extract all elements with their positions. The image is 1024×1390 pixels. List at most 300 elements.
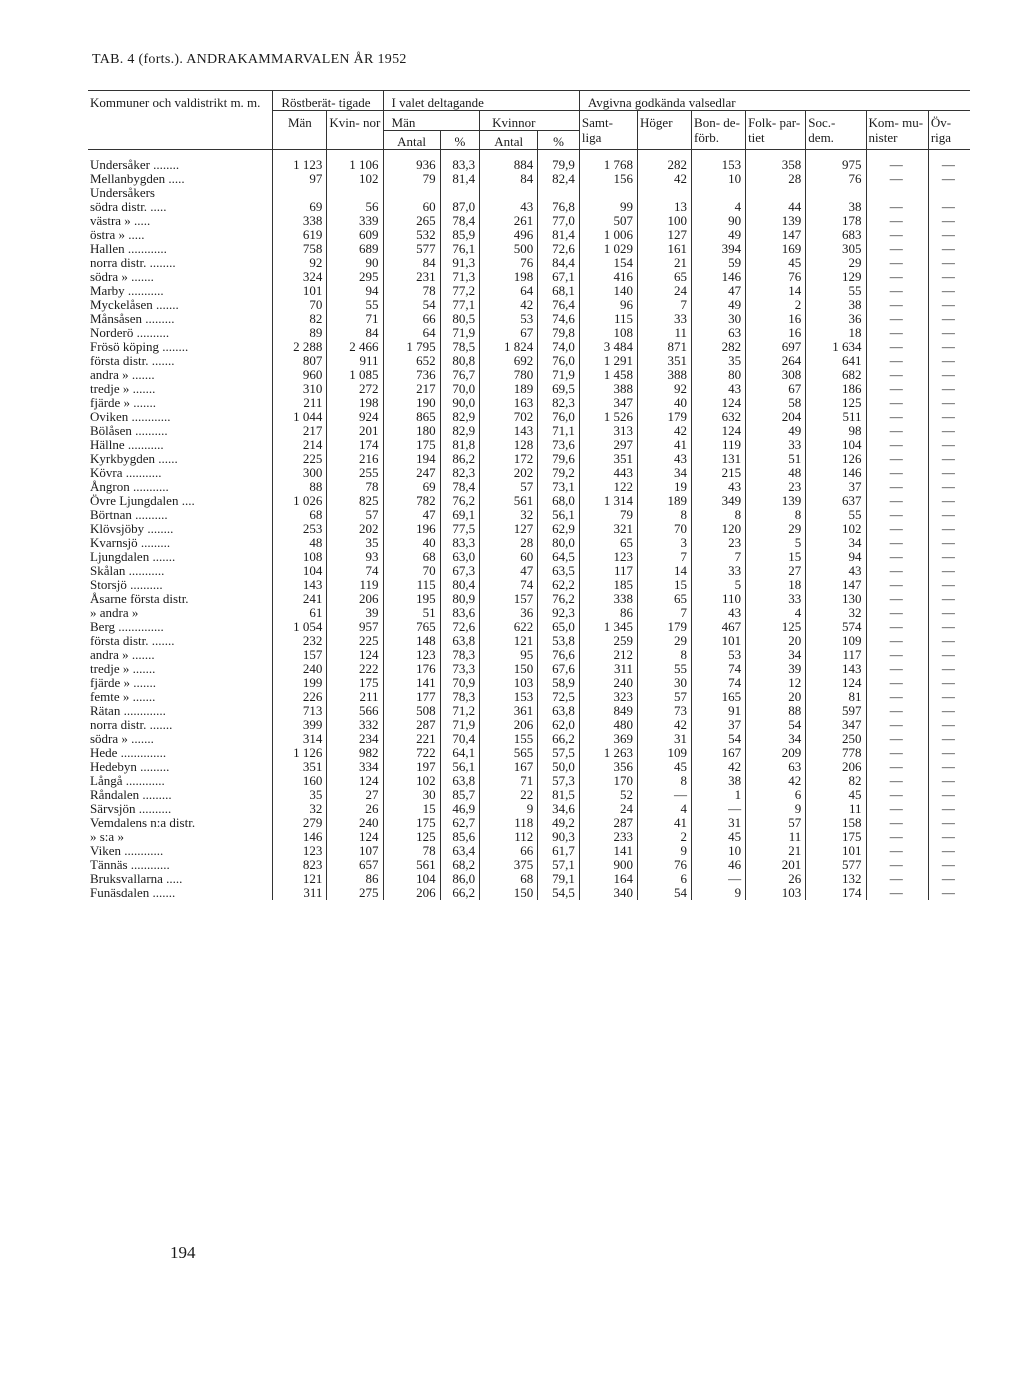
table-cell: 5 (692, 578, 746, 592)
table-cell: — (941, 592, 955, 606)
table-cell: 125 (383, 830, 440, 844)
table-cell: 34 (806, 536, 866, 550)
table-cell: 175 (327, 676, 383, 690)
table-cell: 66,2 (538, 732, 580, 746)
table-cell: 74 (692, 676, 746, 690)
table-cell: 170 (579, 774, 637, 788)
table-cell: 21 (638, 256, 692, 270)
table-cell: 198 (480, 270, 538, 284)
district-name: norra distr. ........ (88, 256, 273, 270)
table-cell: — (941, 606, 955, 620)
table-cell: 70 (383, 564, 440, 578)
table-cell: 323 (579, 690, 637, 704)
table-cell: 115 (579, 312, 637, 326)
table-cell: 83,6 (440, 606, 479, 620)
table-cell: — (941, 158, 955, 172)
table-cell: — (941, 746, 955, 760)
table-cell: 34,6 (538, 802, 580, 816)
header-kvinnor-rost: Kvin- nor (327, 111, 383, 150)
table-cell: 80,9 (440, 592, 479, 606)
table-cell: 778 (806, 746, 866, 760)
table-cell: — (638, 788, 692, 802)
table-cell: 80,4 (440, 578, 479, 592)
table-cell: — (866, 228, 928, 242)
table-cell: 82,9 (440, 410, 479, 424)
table-cell: 92,3 (538, 606, 580, 620)
table-cell: 43 (638, 452, 692, 466)
table-cell: 682 (806, 368, 866, 382)
district-name: Storsjö .......... (88, 578, 273, 592)
table-cell: 73,1 (538, 480, 580, 494)
table-cell: 195 (383, 592, 440, 606)
table-cell: 287 (579, 816, 637, 830)
table-row (88, 270, 970, 284)
table-cell: 619 (273, 228, 327, 242)
table-cell: 93 (327, 550, 383, 564)
table-row (88, 186, 970, 200)
table-cell: 209 (746, 746, 806, 760)
table-cell: 347 (579, 396, 637, 410)
table-cell: 79,6 (538, 452, 580, 466)
district-name: Frösö köping ........ (88, 340, 273, 354)
table-cell (480, 186, 538, 200)
table-cell: — (941, 662, 955, 676)
table-cell: — (941, 494, 955, 508)
table-cell: 222 (327, 662, 383, 676)
table-cell: 141 (383, 676, 440, 690)
table-cell: 180 (383, 424, 440, 438)
table-cell: 18 (746, 578, 806, 592)
table-cell (806, 186, 866, 200)
table-row (88, 662, 970, 676)
table-cell: 508 (383, 704, 440, 718)
table-cell: 196 (383, 522, 440, 536)
table-cell: 79,2 (538, 466, 580, 480)
district-name: Ljungdalen ....... (88, 550, 273, 564)
table-cell: 1 291 (579, 354, 637, 368)
table-cell: 117 (806, 648, 866, 662)
table-cell: 95 (480, 648, 538, 662)
table-cell: 339 (327, 214, 383, 228)
table-cell: 15 (383, 802, 440, 816)
table-row (88, 340, 970, 354)
table-cell: 19 (638, 480, 692, 494)
table-cell: — (941, 774, 955, 788)
table-cell: 143 (806, 662, 866, 676)
table-cell: 924 (327, 410, 383, 424)
table-cell: 82 (806, 774, 866, 788)
table-cell: — (866, 550, 928, 564)
table-cell: 8 (746, 508, 806, 522)
table-cell: — (941, 676, 955, 690)
table-cell: 176 (383, 662, 440, 676)
table-cell: 194 (383, 452, 440, 466)
table-cell: 118 (480, 816, 538, 830)
table-cell: 155 (480, 732, 538, 746)
table-cell: — (866, 200, 928, 214)
table-cell: 57,3 (538, 774, 580, 788)
table-cell: 14 (638, 564, 692, 578)
table-cell: 313 (579, 424, 637, 438)
table-cell: 84,4 (538, 256, 580, 270)
table-cell (692, 186, 746, 200)
district-name: Särvsjön .......... (88, 802, 273, 816)
header-rostberattigade: Röstberät- tigade (273, 91, 383, 111)
header-folkpartiet: Folk- par- tiet (746, 111, 806, 150)
table-cell: 140 (579, 284, 637, 298)
table-cell: — (941, 172, 955, 186)
table-cell: 70,0 (440, 382, 479, 396)
table-cell: 61 (273, 606, 327, 620)
table-cell: — (866, 480, 928, 494)
table-cell: 185 (579, 578, 637, 592)
table-cell: — (941, 620, 955, 634)
table-cell: 55 (806, 508, 866, 522)
table-cell: — (941, 564, 955, 578)
table-cell: 347 (806, 718, 866, 732)
table-cell: 91 (692, 704, 746, 718)
table-cell: — (941, 480, 955, 494)
table-cell: 63,5 (538, 564, 580, 578)
table-cell: 35 (327, 536, 383, 550)
table-cell: 186 (806, 382, 866, 396)
table-cell: 69,1 (440, 508, 479, 522)
table-cell: 349 (692, 494, 746, 508)
table-cell: 1 054 (273, 620, 327, 634)
table-cell: 6 (638, 872, 692, 886)
table-cell: — (866, 312, 928, 326)
table-cell: 131 (692, 452, 746, 466)
table-cell: 206 (806, 760, 866, 774)
table-cell: 42 (638, 424, 692, 438)
table-cell: 1 458 (579, 368, 637, 382)
table-cell: 57 (327, 508, 383, 522)
table-cell: 55 (806, 284, 866, 298)
table-cell: 697 (746, 340, 806, 354)
table-cell: 124 (692, 396, 746, 410)
table-cell: 41 (638, 816, 692, 830)
table-cell: 84 (327, 326, 383, 340)
table-cell: 24 (579, 802, 637, 816)
table-cell: 253 (273, 522, 327, 536)
district-name: Hallen ............ (88, 242, 273, 256)
table-cell: 60 (383, 200, 440, 214)
table-cell: — (941, 718, 955, 732)
table-cell: 71 (327, 312, 383, 326)
table-cell: 123 (383, 648, 440, 662)
table-cell: 74 (327, 564, 383, 578)
table-cell: 10 (692, 844, 746, 858)
table-cell: 217 (383, 382, 440, 396)
table-cell: 78 (327, 480, 383, 494)
table-cell: 199 (273, 676, 327, 690)
table-cell: 216 (327, 452, 383, 466)
table-cell: 80,5 (440, 312, 479, 326)
table-cell: 261 (480, 214, 538, 228)
table-cell: 78,5 (440, 340, 479, 354)
table-cell: — (941, 396, 955, 410)
table-cell: 189 (638, 494, 692, 508)
table-cell: 71,2 (440, 704, 479, 718)
table-row (88, 620, 970, 634)
table-cell: 139 (746, 494, 806, 508)
table-cell: — (866, 172, 928, 186)
table-cell: 1 085 (327, 368, 383, 382)
table-cell: — (866, 802, 928, 816)
table-cell: 241 (273, 592, 327, 606)
table-cell: 33 (638, 312, 692, 326)
table-cell: 73 (638, 704, 692, 718)
table-cell: 443 (579, 466, 637, 480)
table-cell: 9 (480, 802, 538, 816)
table-cell: 23 (746, 480, 806, 494)
table-cell: 83,3 (440, 158, 479, 172)
table-cell: — (866, 844, 928, 858)
table-cell: 76,0 (538, 410, 580, 424)
table-row (88, 312, 970, 326)
table-cell: 57 (638, 690, 692, 704)
table-cell: 175 (806, 830, 866, 844)
table-cell: 53 (480, 312, 538, 326)
table-cell: 41 (638, 438, 692, 452)
table-cell: 132 (806, 872, 866, 886)
table-cell: 321 (579, 522, 637, 536)
district-name: andra » ....... (88, 648, 273, 662)
table-cell: 154 (579, 256, 637, 270)
table-cell: 33 (746, 592, 806, 606)
table-row (88, 522, 970, 536)
table-cell: 9 (746, 802, 806, 816)
table-cell: 356 (579, 760, 637, 774)
table-cell: 37 (806, 480, 866, 494)
table-cell: — (941, 760, 955, 774)
table-cell: 32 (480, 508, 538, 522)
district-name: Viken ............ (88, 844, 273, 858)
table-cell: 758 (273, 242, 327, 256)
table-cell: — (941, 438, 955, 452)
table-row (88, 648, 970, 662)
table-cell: 94 (806, 550, 866, 564)
table-cell: 507 (579, 214, 637, 228)
table-cell: 211 (273, 396, 327, 410)
table-cell: 104 (806, 438, 866, 452)
table-cell: 174 (806, 886, 866, 900)
table-cell: 80,0 (538, 536, 580, 550)
table-row (88, 676, 970, 690)
table-cell: — (941, 872, 955, 886)
table-row (88, 550, 970, 564)
table-cell: 125 (806, 396, 866, 410)
district-name: » s:a » (88, 830, 273, 844)
table-cell: — (941, 578, 955, 592)
table-cell: 15 (638, 578, 692, 592)
table-cell: 340 (579, 886, 637, 900)
district-name: Åsarne första distr. (88, 592, 273, 606)
table-cell: 73,6 (538, 438, 580, 452)
table-cell: — (866, 438, 928, 452)
table-cell: 62,0 (538, 718, 580, 732)
table-cell: 92 (273, 256, 327, 270)
table-cell: 32 (806, 606, 866, 620)
district-name: tredje » ....... (88, 382, 273, 396)
table-cell: 102 (327, 172, 383, 186)
table-cell: 511 (806, 410, 866, 424)
table-cell: 58 (746, 396, 806, 410)
table-cell: 146 (273, 830, 327, 844)
table-cell: 45 (806, 788, 866, 802)
table-cell (440, 186, 479, 200)
table-cell: 82,3 (440, 466, 479, 480)
table-cell: 71,1 (538, 424, 580, 438)
district-name: Hällne ........... (88, 438, 273, 452)
table-cell: 77,1 (440, 298, 479, 312)
table-cell: — (941, 830, 955, 844)
table-cell: 125 (746, 620, 806, 634)
table-cell: 22 (480, 788, 538, 802)
district-name: Bruksvallarna ..... (88, 872, 273, 886)
table-cell: 90 (327, 256, 383, 270)
table-cell: 57 (480, 480, 538, 494)
table-cell: 103 (746, 886, 806, 900)
table-cell: — (866, 592, 928, 606)
table-cell: — (941, 886, 955, 900)
table-cell: 467 (692, 620, 746, 634)
table-cell: 101 (273, 284, 327, 298)
table-cell: — (692, 802, 746, 816)
table-cell: 332 (327, 718, 383, 732)
table-cell: 338 (579, 592, 637, 606)
table-cell: 160 (273, 774, 327, 788)
table-cell: 42 (480, 298, 538, 312)
table-cell: 67,3 (440, 564, 479, 578)
table-cell: 124 (327, 830, 383, 844)
table-row (88, 214, 970, 228)
table-cell: — (866, 242, 928, 256)
table-cell: 46 (692, 858, 746, 872)
table-cell: 6 (746, 788, 806, 802)
table-cell: — (866, 256, 928, 270)
table-cell: — (941, 536, 955, 550)
table-cell: 2 288 (273, 340, 327, 354)
table-cell: 38 (692, 774, 746, 788)
table-cell: 69 (383, 480, 440, 494)
table-cell: 65 (638, 270, 692, 284)
table-cell: 8 (692, 508, 746, 522)
table-cell: 9 (692, 886, 746, 900)
table-cell: 1 029 (579, 242, 637, 256)
table-cell: 308 (746, 368, 806, 382)
table-row (88, 382, 970, 396)
table-cell: 102 (383, 774, 440, 788)
table-row (88, 704, 970, 718)
table-cell: 240 (273, 662, 327, 676)
table-cell: — (866, 858, 928, 872)
table-cell: 57,5 (538, 746, 580, 760)
table-cell: 70 (273, 298, 327, 312)
table-cell: 81,8 (440, 438, 479, 452)
table-cell: 884 (480, 158, 538, 172)
table-cell: 1 768 (579, 158, 637, 172)
table-cell: 311 (579, 662, 637, 676)
table-cell: — (941, 452, 955, 466)
table-cell: 103 (480, 676, 538, 690)
table-cell: 49 (692, 228, 746, 242)
table-cell: 76,2 (538, 592, 580, 606)
table-cell: 561 (383, 858, 440, 872)
table-cell: 89 (273, 326, 327, 340)
table-cell: 55 (327, 298, 383, 312)
table-cell: 24 (638, 284, 692, 298)
table-cell: 78,4 (440, 214, 479, 228)
table-cell: 90 (692, 214, 746, 228)
table-cell: 100 (638, 214, 692, 228)
table-cell: — (941, 648, 955, 662)
table-cell: 102 (806, 522, 866, 536)
table-cell: — (941, 284, 955, 298)
district-name: Skålan ........... (88, 564, 273, 578)
table-cell: 163 (480, 396, 538, 410)
table-cell: 201 (327, 424, 383, 438)
table-cell: 66 (383, 312, 440, 326)
table-cell: 126 (806, 452, 866, 466)
table-cell: 56,1 (538, 508, 580, 522)
table-cell: 16 (746, 312, 806, 326)
table-cell: 76 (480, 256, 538, 270)
table-cell: 68,1 (538, 284, 580, 298)
table-cell: — (866, 340, 928, 354)
table-cell: 148 (383, 634, 440, 648)
district-name: Undersåker ........ (88, 158, 273, 172)
header-man-valet: Män (383, 111, 480, 131)
table-cell: 255 (327, 466, 383, 480)
table-cell: 57 (746, 816, 806, 830)
table-cell: 936 (383, 158, 440, 172)
table-cell: — (866, 606, 928, 620)
table-cell: — (866, 774, 928, 788)
table-cell: 1 263 (579, 746, 637, 760)
table-cell: 16 (746, 326, 806, 340)
table-cell: 7 (692, 550, 746, 564)
table-cell: 53,8 (538, 634, 580, 648)
table-cell: 101 (692, 634, 746, 648)
district-name: norra distr. ....... (88, 718, 273, 732)
table-cell: 150 (480, 662, 538, 676)
table-cell: 44 (746, 200, 806, 214)
table-row (88, 172, 970, 186)
table-cell: 72,6 (440, 620, 479, 634)
district-name: Tännäs ............ (88, 858, 273, 872)
table-cell: 215 (692, 466, 746, 480)
table-cell: 206 (327, 592, 383, 606)
table-cell: 82,3 (538, 396, 580, 410)
table-cell: 32 (273, 802, 327, 816)
table-cell: 122 (579, 480, 637, 494)
table-cell: 38 (806, 200, 866, 214)
table-cell: 305 (806, 242, 866, 256)
table-cell: 975 (806, 158, 866, 172)
table-cell: — (866, 816, 928, 830)
table-cell: 42 (638, 718, 692, 732)
table-cell: 141 (579, 844, 637, 858)
table-cell: 49 (692, 298, 746, 312)
table-cell: 197 (383, 760, 440, 774)
table-cell: 849 (579, 704, 637, 718)
table-cell: 49 (746, 424, 806, 438)
table-cell: 217 (273, 424, 327, 438)
table-cell: 156 (579, 172, 637, 186)
table-cell: 92 (638, 382, 692, 396)
table-cell: — (941, 466, 955, 480)
